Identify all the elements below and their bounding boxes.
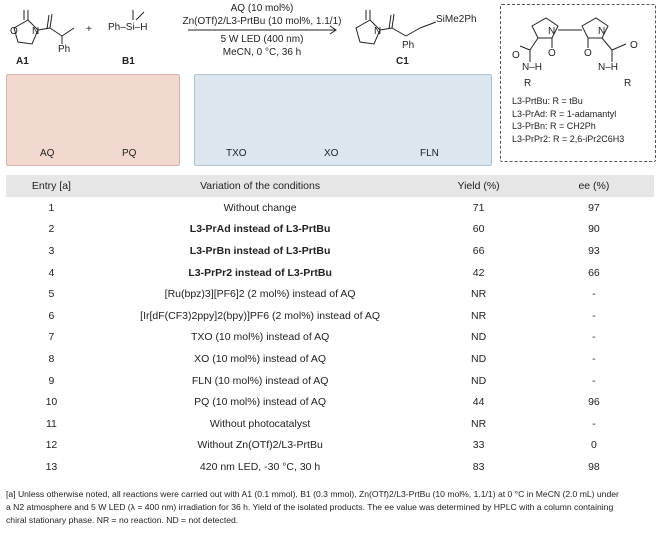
pq-label: PQ — [122, 148, 137, 159]
cell-entry: 11 — [45, 417, 57, 430]
cell-ee: 90 — [588, 223, 600, 236]
cell-variation: L3-PrAd instead of L3-PrtBu — [189, 223, 331, 236]
table-body — [6, 197, 654, 478]
table-row — [6, 305, 654, 327]
b1-formula: Ph–Si–H — [108, 22, 148, 33]
table-row — [6, 262, 654, 284]
cell-ee: - — [592, 331, 596, 344]
footnote-line-2: a N2 atmosphere and 5 W LED (λ = 400 nm) irradiation for 36 h. Yield of the isolated products. The ee value was determined by HPLC with a column containing — [6, 502, 614, 512]
cell-variation: [Ru(bpz)3][PF6]2 (2 mol%) instead of AQ — [164, 288, 356, 301]
cell-entry: 4 — [48, 266, 55, 279]
table-header-row — [6, 175, 654, 197]
cell-entry: 8 — [48, 352, 55, 365]
cell-yield: ND — [470, 374, 487, 387]
xo-label: XO — [324, 148, 339, 159]
cell-yield: NR — [470, 417, 487, 430]
a1-phenyl: Ph — [58, 44, 71, 55]
ligand-line-ad: L3-PrAd: R = 1-adamantyl — [512, 108, 617, 119]
c1-silyl-group: SiMe2Ph — [436, 14, 477, 25]
header-entry: Entry [a] — [6, 175, 97, 197]
cell-yield: 83 — [472, 460, 485, 473]
c1-phenyl: Ph — [402, 40, 415, 51]
fln-label: FLN — [420, 148, 439, 159]
optimization-table — [6, 175, 654, 478]
cell-yield: NR — [470, 309, 487, 322]
cell-entry: 6 — [48, 309, 55, 322]
cell-yield: 42 — [472, 266, 485, 279]
cell-yield: ND — [470, 331, 487, 344]
cell-yield: 44 — [472, 396, 485, 409]
ligand-ominus-left: O — [548, 48, 556, 59]
cell-yield: 66 — [472, 244, 485, 257]
photocatalyst-box-orange — [6, 74, 180, 166]
a1-n-atom: N — [32, 26, 40, 37]
ligand-o-atom-left: O — [512, 50, 520, 61]
cell-yield: ND — [470, 352, 487, 365]
cell-yield: NR — [470, 288, 487, 301]
cell-variation: TXO (10 mol%) instead of AQ — [190, 331, 330, 344]
cell-ee: - — [592, 309, 596, 322]
aq-label: AQ — [40, 148, 55, 159]
cell-variation: Without change — [223, 201, 297, 214]
cell-ee: 66 — [588, 266, 600, 279]
table-row — [6, 283, 654, 305]
plus-sign: + — [86, 24, 92, 35]
header-ee: ee (%) — [534, 175, 654, 197]
cell-ee: - — [592, 417, 596, 430]
ligand-n-atom-right: N — [598, 26, 606, 37]
cell-entry: 10 — [45, 396, 58, 409]
cell-ee: - — [592, 374, 596, 387]
c1-n-atom: N — [374, 26, 382, 37]
ligand-line-tbu: L3-PrtBu: R = tBu — [512, 96, 583, 106]
table-row — [6, 348, 654, 370]
cell-entry: 1 — [48, 201, 55, 214]
cell-variation: L3-PrBn instead of L3-PrtBu — [189, 244, 331, 257]
footnote-line-3: chiral stationary phase. NR = no reaction. ND = not detected. — [6, 515, 239, 525]
cell-variation: PQ (10 mol%) instead of AQ — [194, 396, 327, 409]
table-row — [6, 456, 654, 478]
footnote — [6, 488, 654, 527]
ligand-nh-left: N–H — [522, 62, 543, 73]
ligand-r-right: R — [624, 78, 632, 89]
table-row — [6, 240, 654, 262]
table-row — [6, 370, 654, 392]
cell-entry: 2 — [48, 223, 55, 236]
cell-variation: 420 nm LED, -30 °C, 30 h — [199, 460, 321, 473]
table-row — [6, 391, 654, 413]
reaction-scheme — [0, 0, 660, 166]
cell-variation: FLN (10 mol%) instead of AQ — [191, 374, 329, 387]
ligand-ominus-right: O — [584, 48, 592, 59]
cell-entry: 9 — [48, 374, 55, 387]
txo-label: TXO — [226, 148, 247, 159]
cell-variation: XO (10 mol%) instead of AQ — [194, 352, 327, 365]
cell-entry: 12 — [45, 439, 58, 452]
cell-entry: 3 — [48, 244, 55, 257]
table-row — [6, 327, 654, 349]
cell-ee: 96 — [588, 396, 600, 409]
cell-entry: 7 — [48, 331, 55, 344]
condition-lewis-acid: Zn(OTf)2/L3-PrtBu (10 mol%, 1.1/1) — [182, 16, 342, 27]
condition-light: 5 W LED (400 nm) — [220, 34, 304, 45]
cell-yield: 71 — [472, 201, 485, 214]
cell-ee: 97 — [588, 201, 600, 214]
cell-entry: 5 — [48, 288, 55, 301]
condition-catalyst: AQ (10 mol%) — [230, 3, 294, 14]
header-yield: Yield (%) — [423, 175, 533, 197]
table-row — [6, 413, 654, 435]
c1-label: C1 — [396, 56, 409, 67]
ligand-r-left: R — [524, 78, 532, 89]
cell-yield: 60 — [472, 223, 485, 236]
cell-variation: L3-PrPr2 instead of L3-PrtBu — [188, 266, 332, 279]
condition-solvent: MeCN, 0 °C, 36 h — [222, 47, 302, 58]
b1-label: B1 — [122, 56, 135, 67]
ligand-line-pr2: L3-PrPr2: R = 2,6-iPr2C6H3 — [512, 133, 625, 144]
ligand-legend — [512, 95, 624, 145]
cell-yield: 33 — [472, 439, 485, 452]
cell-ee: - — [592, 288, 596, 301]
cell-variation: Without Zn(OTf)2/L3-PrtBu — [197, 439, 323, 452]
cell-variation: [Ir[dF(CF3)2ppy]2(bpy)]PF6 (2 mol%) instead of AQ — [140, 309, 381, 322]
table-row — [6, 197, 654, 219]
table-row — [6, 219, 654, 241]
footnote-line-1: [a] Unless otherwise noted, all reactions were carried out with A1 (0.1 mmol), B1 (0.3 mmol), Zn(OTf)2/L3-PrtBu (10 mol%, 1.1/1) at 0 °C in MeCN (2.0 mL) under — [6, 489, 619, 499]
table-row — [6, 435, 654, 457]
cell-ee: - — [592, 352, 596, 365]
cell-ee: 98 — [588, 460, 600, 473]
a1-label: A1 — [16, 56, 29, 67]
ligand-nh-right: N–H — [598, 62, 619, 73]
cell-ee: 93 — [588, 244, 600, 257]
a1-o-atom: O — [10, 26, 18, 37]
ligand-line-bn: L3-PrBn: R = CH2Ph — [512, 121, 596, 131]
header-variation: Variation of the conditions — [97, 175, 424, 197]
ligand-o-atom-right: O — [630, 40, 638, 51]
ligand-n-atom-left: N — [548, 26, 556, 37]
cell-ee: 0 — [590, 439, 597, 452]
cell-variation: Without photocatalyst — [209, 417, 311, 430]
cell-entry: 13 — [45, 460, 58, 473]
